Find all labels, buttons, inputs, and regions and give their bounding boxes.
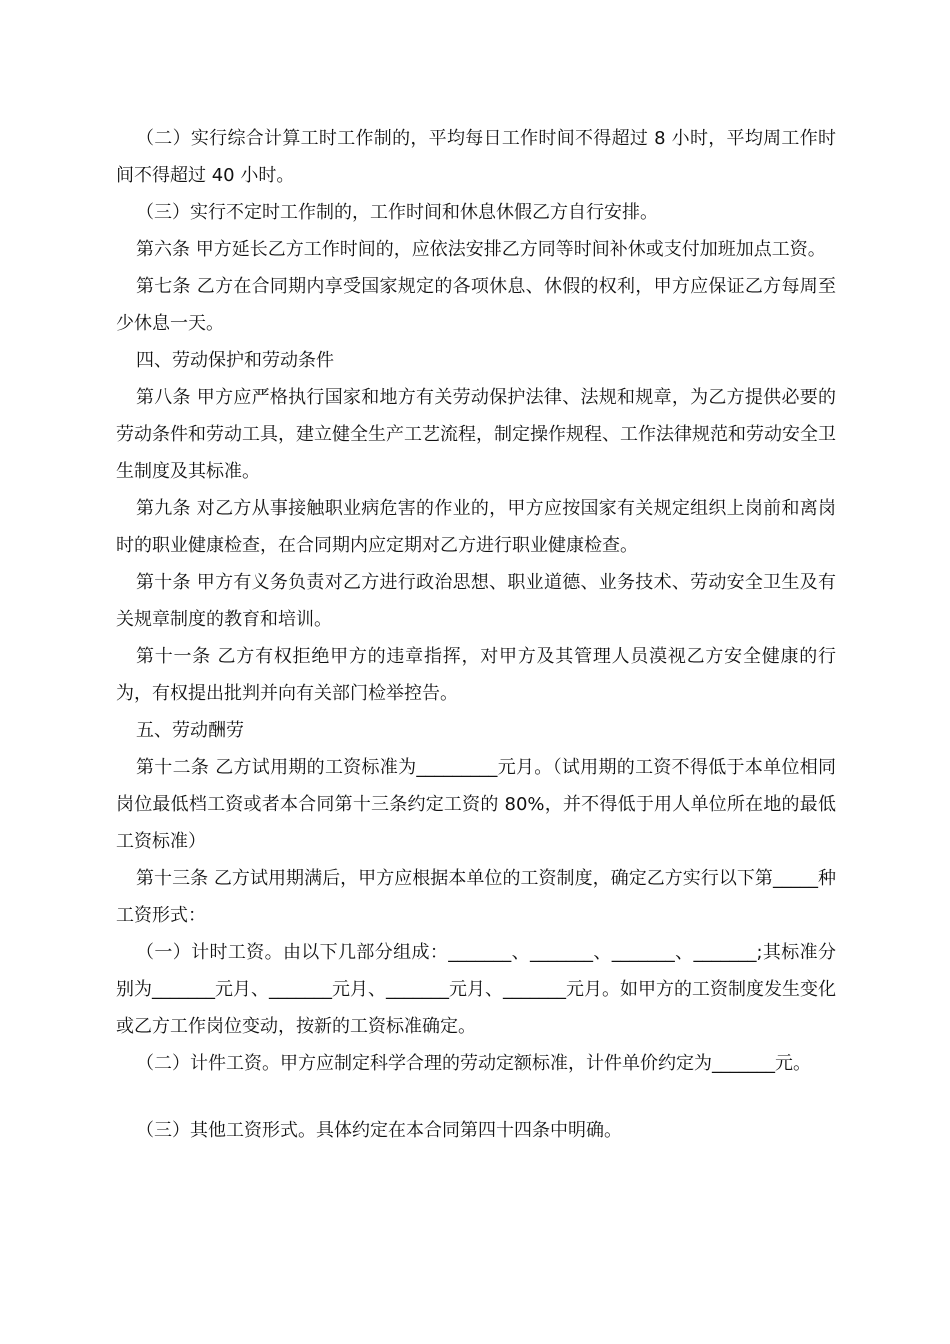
paragraph-article-8: 第八条 甲方应严格执行国家和地方有关劳动保护法律、法规和规章，为乙方提供必要的劳动条件和劳动工具，建立健全生产工艺流程，制定操作规程、工作法律规范和劳动安全卫生制度及其标准。 <box>116 387 836 482</box>
section-heading-labor-protection: 四、劳动保护和劳动条件 <box>136 350 334 371</box>
paragraph-piece-wage: （二）计件工资。甲方应制定科学合理的劳动定额标准，计件单价约定为_______元。 <box>136 1053 811 1074</box>
paragraph-article-12: 第十二条 乙方试用期的工资标准为_________元月。（试用期的工资不得低于本单位相同岗位最低档工资或者本合同第十三条约定工资的 80%，并不得低于用人单位所在地的最低工资标准） <box>116 757 836 852</box>
paragraph-spacer <box>116 1082 836 1112</box>
paragraph-article-10: 第十条 甲方有义务负责对乙方进行政治思想、职业道德、业务技术、劳动安全卫生及有关规章制度的教育和培训。 <box>116 572 836 630</box>
paragraph-article-6: 第六条 甲方延长乙方工作时间的，应依法安排乙方同等时间补休或支付加班加点工资。 <box>136 239 826 260</box>
paragraph-article-7: 第七条 乙方在合同期内享受国家规定的各项休息、休假的权利，甲方应保证乙方每周至少休息一天。 <box>116 276 836 334</box>
paragraph-other-wage: （三）其他工资形式。具体约定在本合同第四十四条中明确。 <box>136 1120 622 1141</box>
paragraph-time-wage: （一）计时工资。由以下几部分组成：_______、_______、_______、_______;其标准分别为_______元月、_______元月、_______元月、_______元月。如甲方的工资制度发生变化或乙方工作岗位变动，按新的工资标准确定。 <box>116 942 836 1037</box>
paragraph-comprehensive-hours: （二）实行综合计算工时工作制的，平均每日工作时间不得超过 8 小时，平均周工作时间不得超过 40 小时。 <box>116 128 836 186</box>
document-body <box>116 120 836 1149</box>
paragraph-article-11: 第十一条 乙方有权拒绝甲方的违章指挥，对甲方及其管理人员漠视乙方安全健康的行为，有权提出批判并向有关部门检举控告。 <box>116 646 836 704</box>
paragraph-flexible-hours: （三）实行不定时工作制的，工作时间和休息休假乙方自行安排。 <box>136 202 658 223</box>
paragraph-article-13: 第十三条 乙方试用期满后，甲方应根据本单位的工资制度，确定乙方实行以下第_____种工资形式： <box>116 868 836 926</box>
paragraph-article-9: 第九条 对乙方从事接触职业病危害的作业的，甲方应按国家有关规定组织上岗前和离岗时的职业健康检查，在合同期内应定期对乙方进行职业健康检查。 <box>116 498 836 556</box>
section-heading-remuneration: 五、劳动酬劳 <box>136 720 244 741</box>
